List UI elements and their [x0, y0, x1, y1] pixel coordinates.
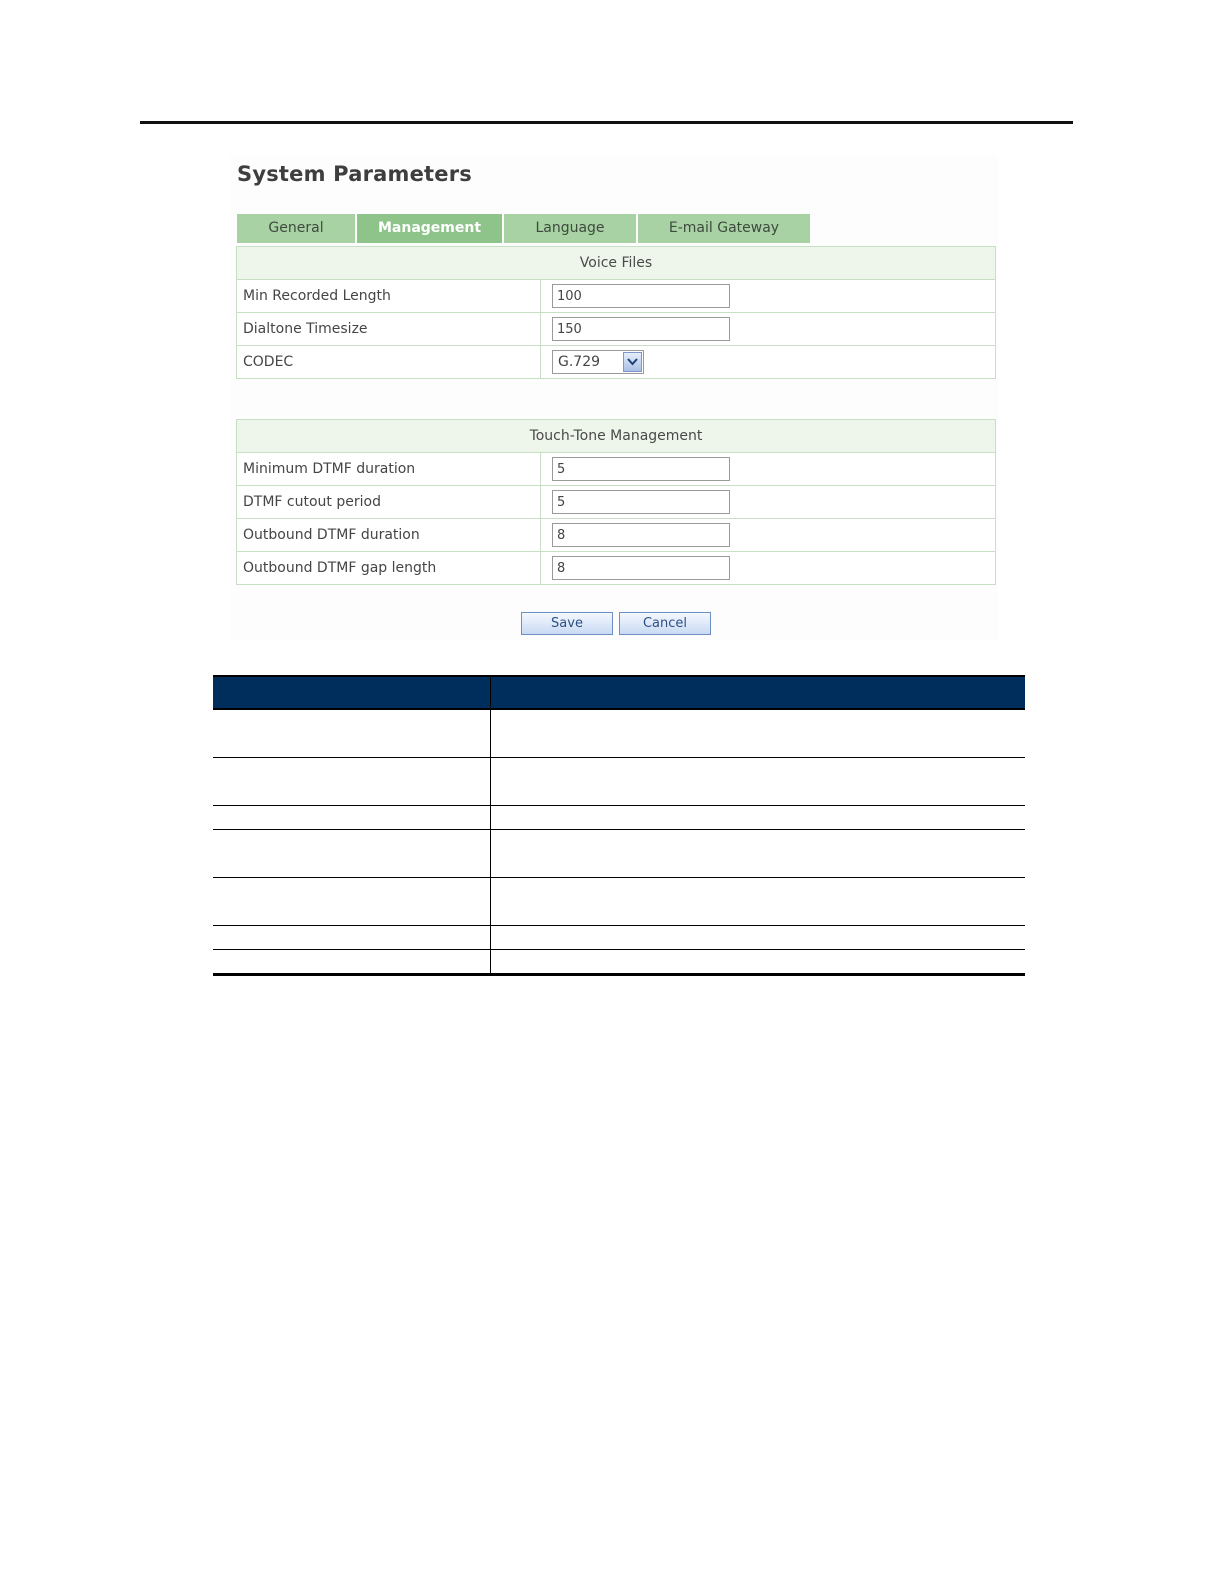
tab-language[interactable]: Language: [504, 214, 638, 243]
outbound-dtmf-gap-length-label: Outbound DTMF gap length: [237, 552, 541, 585]
chevron-down-icon[interactable]: [623, 352, 642, 372]
min-dtmf-duration-label: Minimum DTMF duration: [237, 453, 541, 486]
codec-select[interactable]: [552, 350, 644, 374]
table-row: [213, 757, 1025, 805]
table-row: [237, 519, 996, 552]
voice-files-heading: Voice Files: [237, 247, 996, 280]
table-row: [213, 925, 1025, 949]
dtmf-cutout-period-label: DTMF cutout period: [237, 486, 541, 519]
codec-selected-value: G.729: [558, 354, 601, 370]
save-button[interactable]: Save: [521, 612, 613, 635]
table-row: [237, 280, 996, 313]
table-row: [213, 829, 1025, 877]
table-row: [237, 346, 996, 379]
min-recorded-length-label: Min Recorded Length: [237, 280, 541, 313]
dialtone-timesize-input[interactable]: [552, 317, 730, 341]
tab-bar: [237, 214, 810, 243]
outbound-dtmf-duration-input[interactable]: [552, 523, 730, 547]
tab-email-gateway[interactable]: E-mail Gateway: [638, 214, 810, 243]
table-row: [213, 877, 1025, 925]
table-row: [237, 453, 996, 486]
system-parameters-panel: [230, 156, 998, 640]
table-row: [213, 805, 1025, 829]
dtmf-cutout-period-input[interactable]: [552, 490, 730, 514]
touch-tone-table: [236, 419, 996, 585]
outbound-dtmf-duration-label: Outbound DTMF duration: [237, 519, 541, 552]
codec-label: CODEC: [237, 346, 541, 379]
description-table: [213, 675, 1025, 976]
dialtone-timesize-label: Dialtone Timesize: [237, 313, 541, 346]
description-table-header: [213, 676, 1025, 709]
voice-files-table: [236, 246, 996, 379]
table-row: [237, 552, 996, 585]
tab-general[interactable]: General: [237, 214, 357, 243]
outbound-dtmf-gap-length-input[interactable]: [552, 556, 730, 580]
cancel-button[interactable]: Cancel: [619, 612, 711, 635]
page-title: System Parameters: [237, 162, 472, 186]
table-row: [213, 949, 1025, 974]
min-recorded-length-input[interactable]: [552, 284, 730, 308]
top-rule: [140, 121, 1073, 124]
table-row: [237, 486, 996, 519]
tab-management[interactable]: Management: [357, 214, 504, 243]
min-dtmf-duration-input[interactable]: [552, 457, 730, 481]
table-row: [237, 313, 996, 346]
touch-tone-heading: Touch-Tone Management: [237, 420, 996, 453]
table-row: [213, 709, 1025, 757]
